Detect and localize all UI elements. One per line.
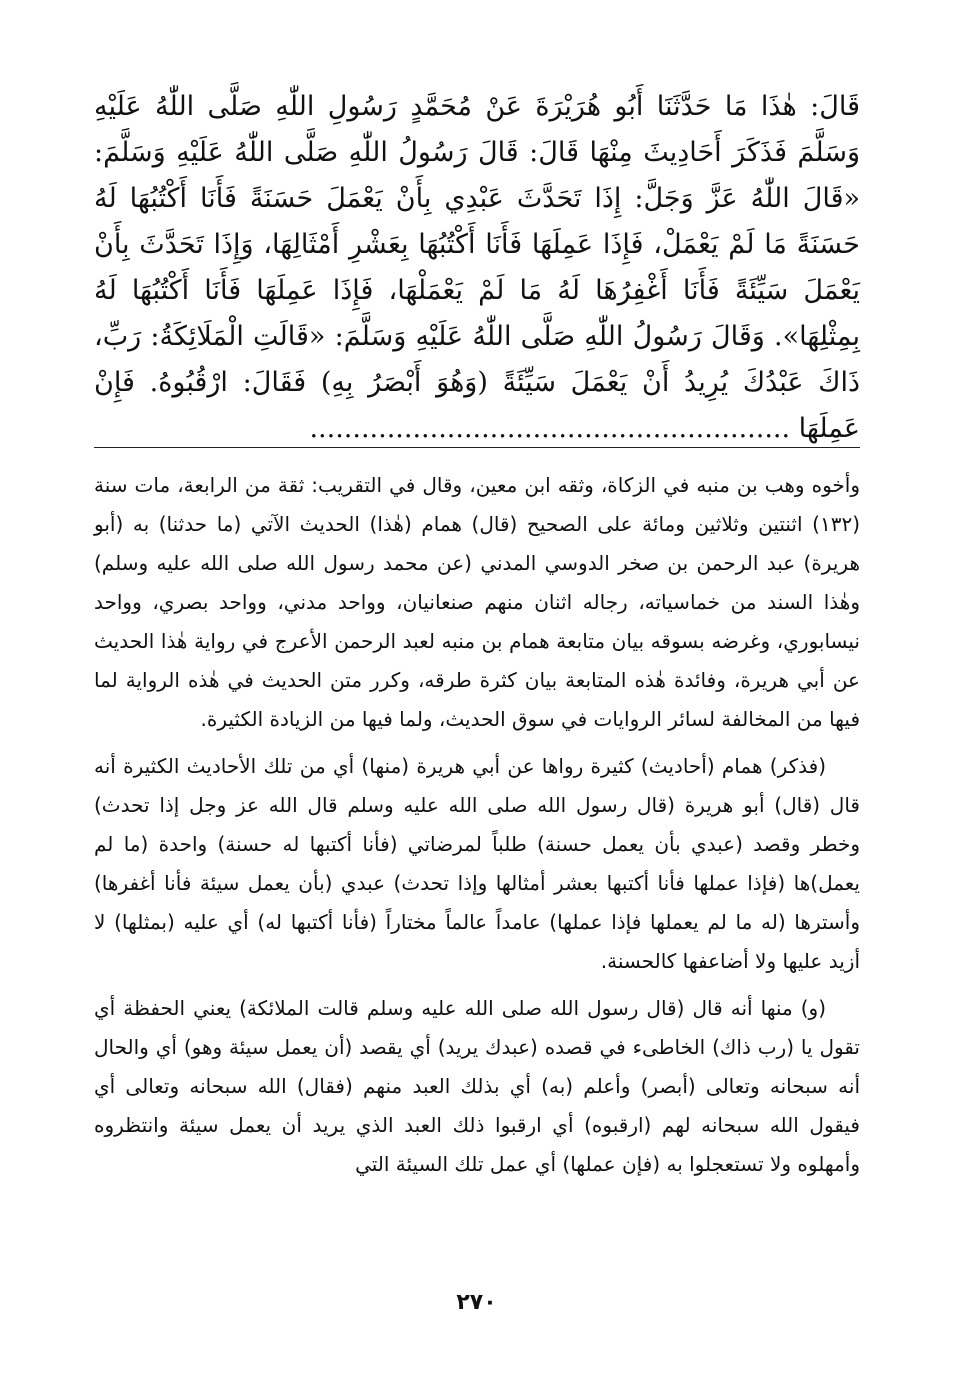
hadith-text: قَالَ: هٰذَا مَا حَدَّثَنَا أَبُو هُرَيْرَةَ عَنْ مُحَمَّدٍ رَسُولِ اللّٰهِ صَلَّى اللّٰهُ عَلَيْهِ وَسَلَّمَ فَذَكَرَ أَحَادِيثَ مِنْهَا قَالَ: قَالَ رَسُولُ اللّٰهِ صَلَّى اللّٰهُ عَلَيْهِ وَسَلَّمَ: «قَالَ اللّٰهُ عَزَّ وَجَلَّ: إِذَا تَحَدَّثَ عَبْدِي بِأَنْ يَعْمَلَ حَسَنَةً فَأَنَا أَكْتُبُهَا لَهُ حَسَنَةً مَا لَمْ يَعْمَلْ، فَإِذَا عَمِلَهَا فَأَنَا أَكْتُبُهَا بِعَشْرِ أَمْثَالِهَا، وَإِذَا تَحَدَّثَ بِأَنْ يَعْمَلَ سَيِّئَةً فَأَنَا أَغْفِرُهَا لَهُ مَا لَمْ يَعْمَلْهَا، فَإِذَا عَمِلَهَا فَأَنَا أَكْتُبُهَا لَهُ بِمِثْلِهَا». وَقَالَ رَسُولُ اللّٰهِ صَلَّى اللّٰهُ عَلَيْهِ وَسَلَّمَ: «قَالَتِ الْمَلَائِكَةُ: رَبِّ، ذَاكَ عَبْدُكَ يُرِيدُ أَنْ يَعْمَلَ سَيِّئَةً (وَهُوَ أَبْصَرُ بِهِ) فَقَالَ: ارْقُبُوهُ. فَإِنْ عَمِلَهَا ........................................................ (94, 91, 860, 444)
hadith-block (94, 84, 860, 452)
commentary-block (94, 466, 860, 1192)
commentary-paragraph-2: (فذكر) همام (أحاديث) كثيرة رواها عن أبي هريرة (منها) أي من تلك الأحاديث الكثيرة أنه قال (قال) أبو هريرة (قال رسول الله صلى الله عليه وسلم قال الله عز وجل إذا تحدث) وخطر وقصد (عبدي بأن يعمل حسنة) طلباً لمرضاتي (فأنا أكتبها له حسنة) واحدة (ما لم يعمل)ها (فإذا عملها فأنا أكتبها بعشر أمثالها وإذا تحدث) عبدي (بأن يعمل سيئة فأنا أغفرها) وأسترها (له ما لم يعملها فإذا عملها) عامداً عالماً مختاراً (فأنا أكتبها له) أي عليه (بمثلها) لا أزيد عليها ولا أضاعفها كالحسنة. (94, 754, 860, 973)
commentary-paragraph-1: وأخوه وهب بن منبه في الزكاة، وثقه ابن معين، وقال في التقريب: ثقة من الرابعة، مات سنة (١٣٢) اثنتين وثلاثين ومائة على الصحيح (قال) همام (هٰذا) الحديث الآتي (ما حدثنا) به (أبو هريرة) عبد الرحمن بن صخر الدوسي المدني (عن محمد رسول الله صلى الله عليه وسلم) وهٰذا السند من خماسياته، رجاله اثنان منهم صنعانيان، وواحد مدني، وواحد بصري، وواحد نيسابوري، وغرضه بسوقه بيان متابعة همام بن منبه لعبد الرحمن الأعرج في رواية هٰذا الحديث عن أبي هريرة، وفائدة هٰذه المتابعة بيان كثرة طرقه، وكرر متن الحديث في هٰذه الرواية لما فيها من المخالفة لسائر الروايات في سوق الحديث، ولما فيها من الزيادة الكثيرة. (94, 473, 860, 731)
footnote-divider (94, 447, 860, 448)
commentary-paragraph-3: (و) منها أنه قال (قال رسول الله صلى الله عليه وسلم قالت الملائكة) يعني الحفظة أي تقول يا (رب ذاك) الخاطىء في قصده (عبدك يريد) أي يقصد (أن يعمل سيئة وهو) أي والحال أنه سبحانه وتعالى (أبصر) وأعلم (به) أي بذلك العبد منهم (فقال) الله سبحانه وتعالى أي فيقول الله سبحانه لهم (ارقبوه) أي ارقبوا ذلك العبد الذي يريد أن يعمل سيئة وانتظروه وأمهلوه ولا تستعجلوا به (فإن عملها) أي عمل تلك السيئة التي (94, 996, 860, 1176)
page-number: ٢٧٠ (456, 1290, 497, 1315)
